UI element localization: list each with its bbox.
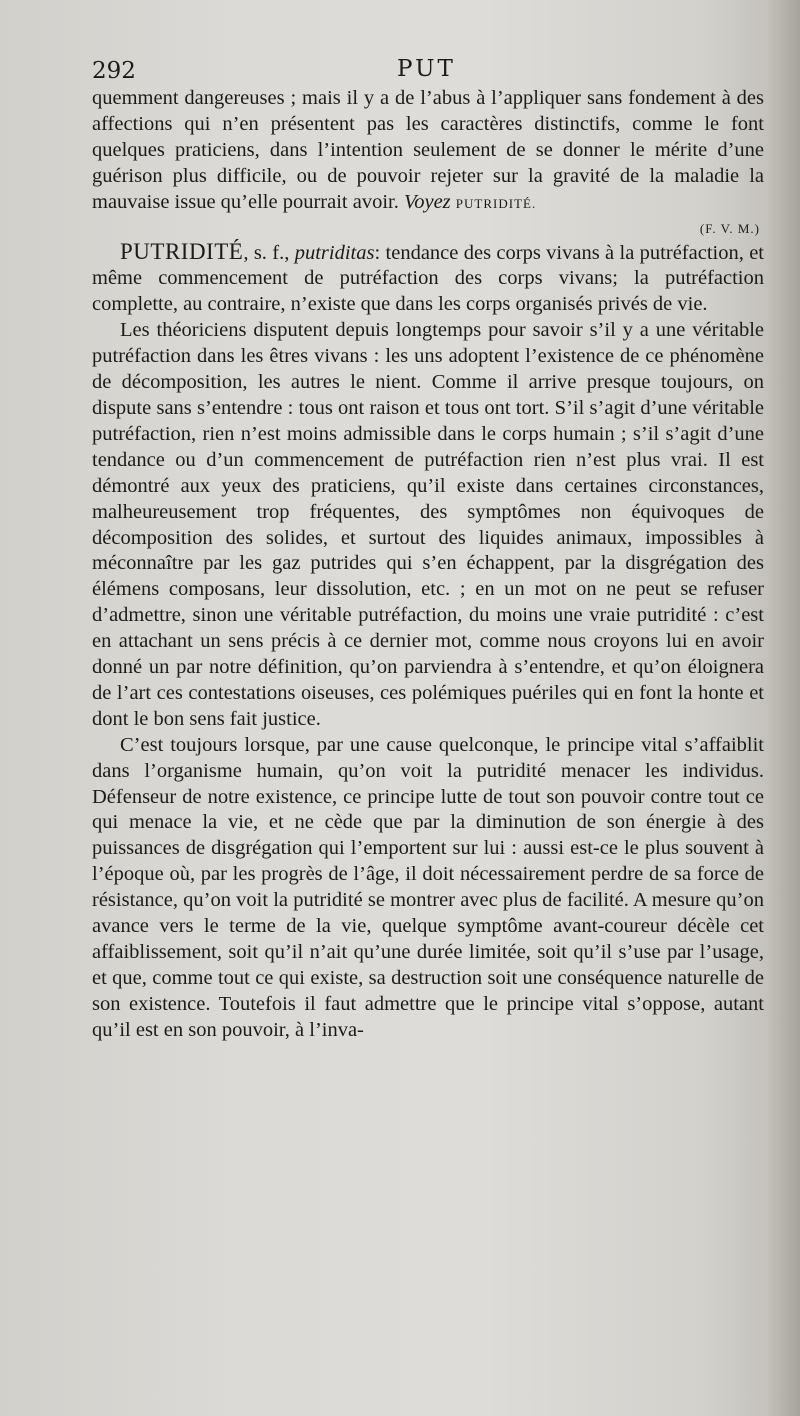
page-edge-shadow xyxy=(766,0,800,1416)
page-number: 292 xyxy=(92,58,136,84)
page-header xyxy=(92,56,764,88)
running-head: PUT xyxy=(397,56,456,82)
author-signature: (F. V. M.) xyxy=(699,220,760,236)
paragraph-text: quemment dangereuses ; mais il y a de l’abus à l’appliquer sans fondement à des affections qui n’en présentent pas les caractères distinctifs, comme le font quelques praticiens, dans l’intention seulement de se donner le mérite d’une guérison plus difficile, ou de pouvoir rejeter sur la gravité de la maladie la mauvaise issue qu’elle pourrait avoir. xyxy=(92,87,764,213)
cross-reference: PUTRIDITÉ. xyxy=(455,195,537,211)
voyez-label: Voyez xyxy=(403,190,451,213)
definition-text: : tendance des corps vivans à la putréfaction, et même commencement de putréfaction des corps vivans; la putréfaction complette, au contraire, n’existe que dans les corps organisés privés de vie. xyxy=(92,241,764,316)
part-of-speech: , s. f., xyxy=(243,241,295,264)
paragraph-continuation xyxy=(92,86,764,217)
entry-headword: PUTRIDITÉ xyxy=(120,238,244,264)
entry-paragraph xyxy=(92,239,764,319)
paragraph: Les théoriciens disputent depuis longtemps pour savoir s’il y a une véritable putréfaction dans les êtres vivans : les uns adoptent l’existence de ce phénomène de décomposition, les autres le nient. Comme il arrive presque toujours, on dispute sans s’entendre : tous ont raison et tous ont tort. S’il s’agit d’une véritable putréfaction, rien n’est moins admissible dans le corps humain ; s’il s’agit d’une tendance ou d’un commencement de putréfaction rien n’est plus vrai. Il est démontré aux yeux des praticiens, qu’il existe dans certaines circonstances, malheureusement trop fréquentes, des symptômes non équivoques de décomposition des solides, et surtout des liquides animaux, impossibles à méconnaître par les gaz putrides qui s’en échappent, par la disgrégation des élémens composans, leur dissolution, etc. ; en un mot on ne peut se refuser d’admettre, sinon une véritable putréfaction, du moins une vraie putridité : c’est en attachant un sens précis à ce dernier mot, comme nous croyons lui en avoir donné un par notre définition, qu’on parviendra à s’entendre, et qu’on éloignera de l’art ces contestations oiseuses, ces polémiques puériles qui en font la honte et dont le bon sens fait justice. xyxy=(92,319,764,730)
body-text xyxy=(92,86,764,1044)
latin-term: putriditas xyxy=(294,241,375,264)
paragraph: C’est toujours lorsque, par une cause quelconque, le principe vital s’affaiblit dans l’organisme humain, qu’on voit la putridité menacer les individus. Défenseur de notre existence, ce principe lutte de tout son pouvoir contre tout ce qui menace la vie, et ne cède que par la diminution de son énergie à des puissances de disgrégation qui l’emportent sur lui : aussi est-ce le plus souvent à l’époque où, par les progrès de l’âge, il doit nécessairement perdre de sa force de résistance, qu’on voit la putridité se montrer avec plus de facilité. A mesure qu’on avance vers le terme de la vie, quelque symptôme avant-coureur décèle cet affaiblissement, soit qu’il n’ait qu’une durée limitée, soit qu’il s’use par l’usage, et que, comme tout ce qui existe, sa destruction soit une conséquence naturelle de son existence. Toutefois il faut admettre que le principe vital s’oppose, autant qu’il est en son pouvoir, à l’inva- xyxy=(92,733,764,1041)
